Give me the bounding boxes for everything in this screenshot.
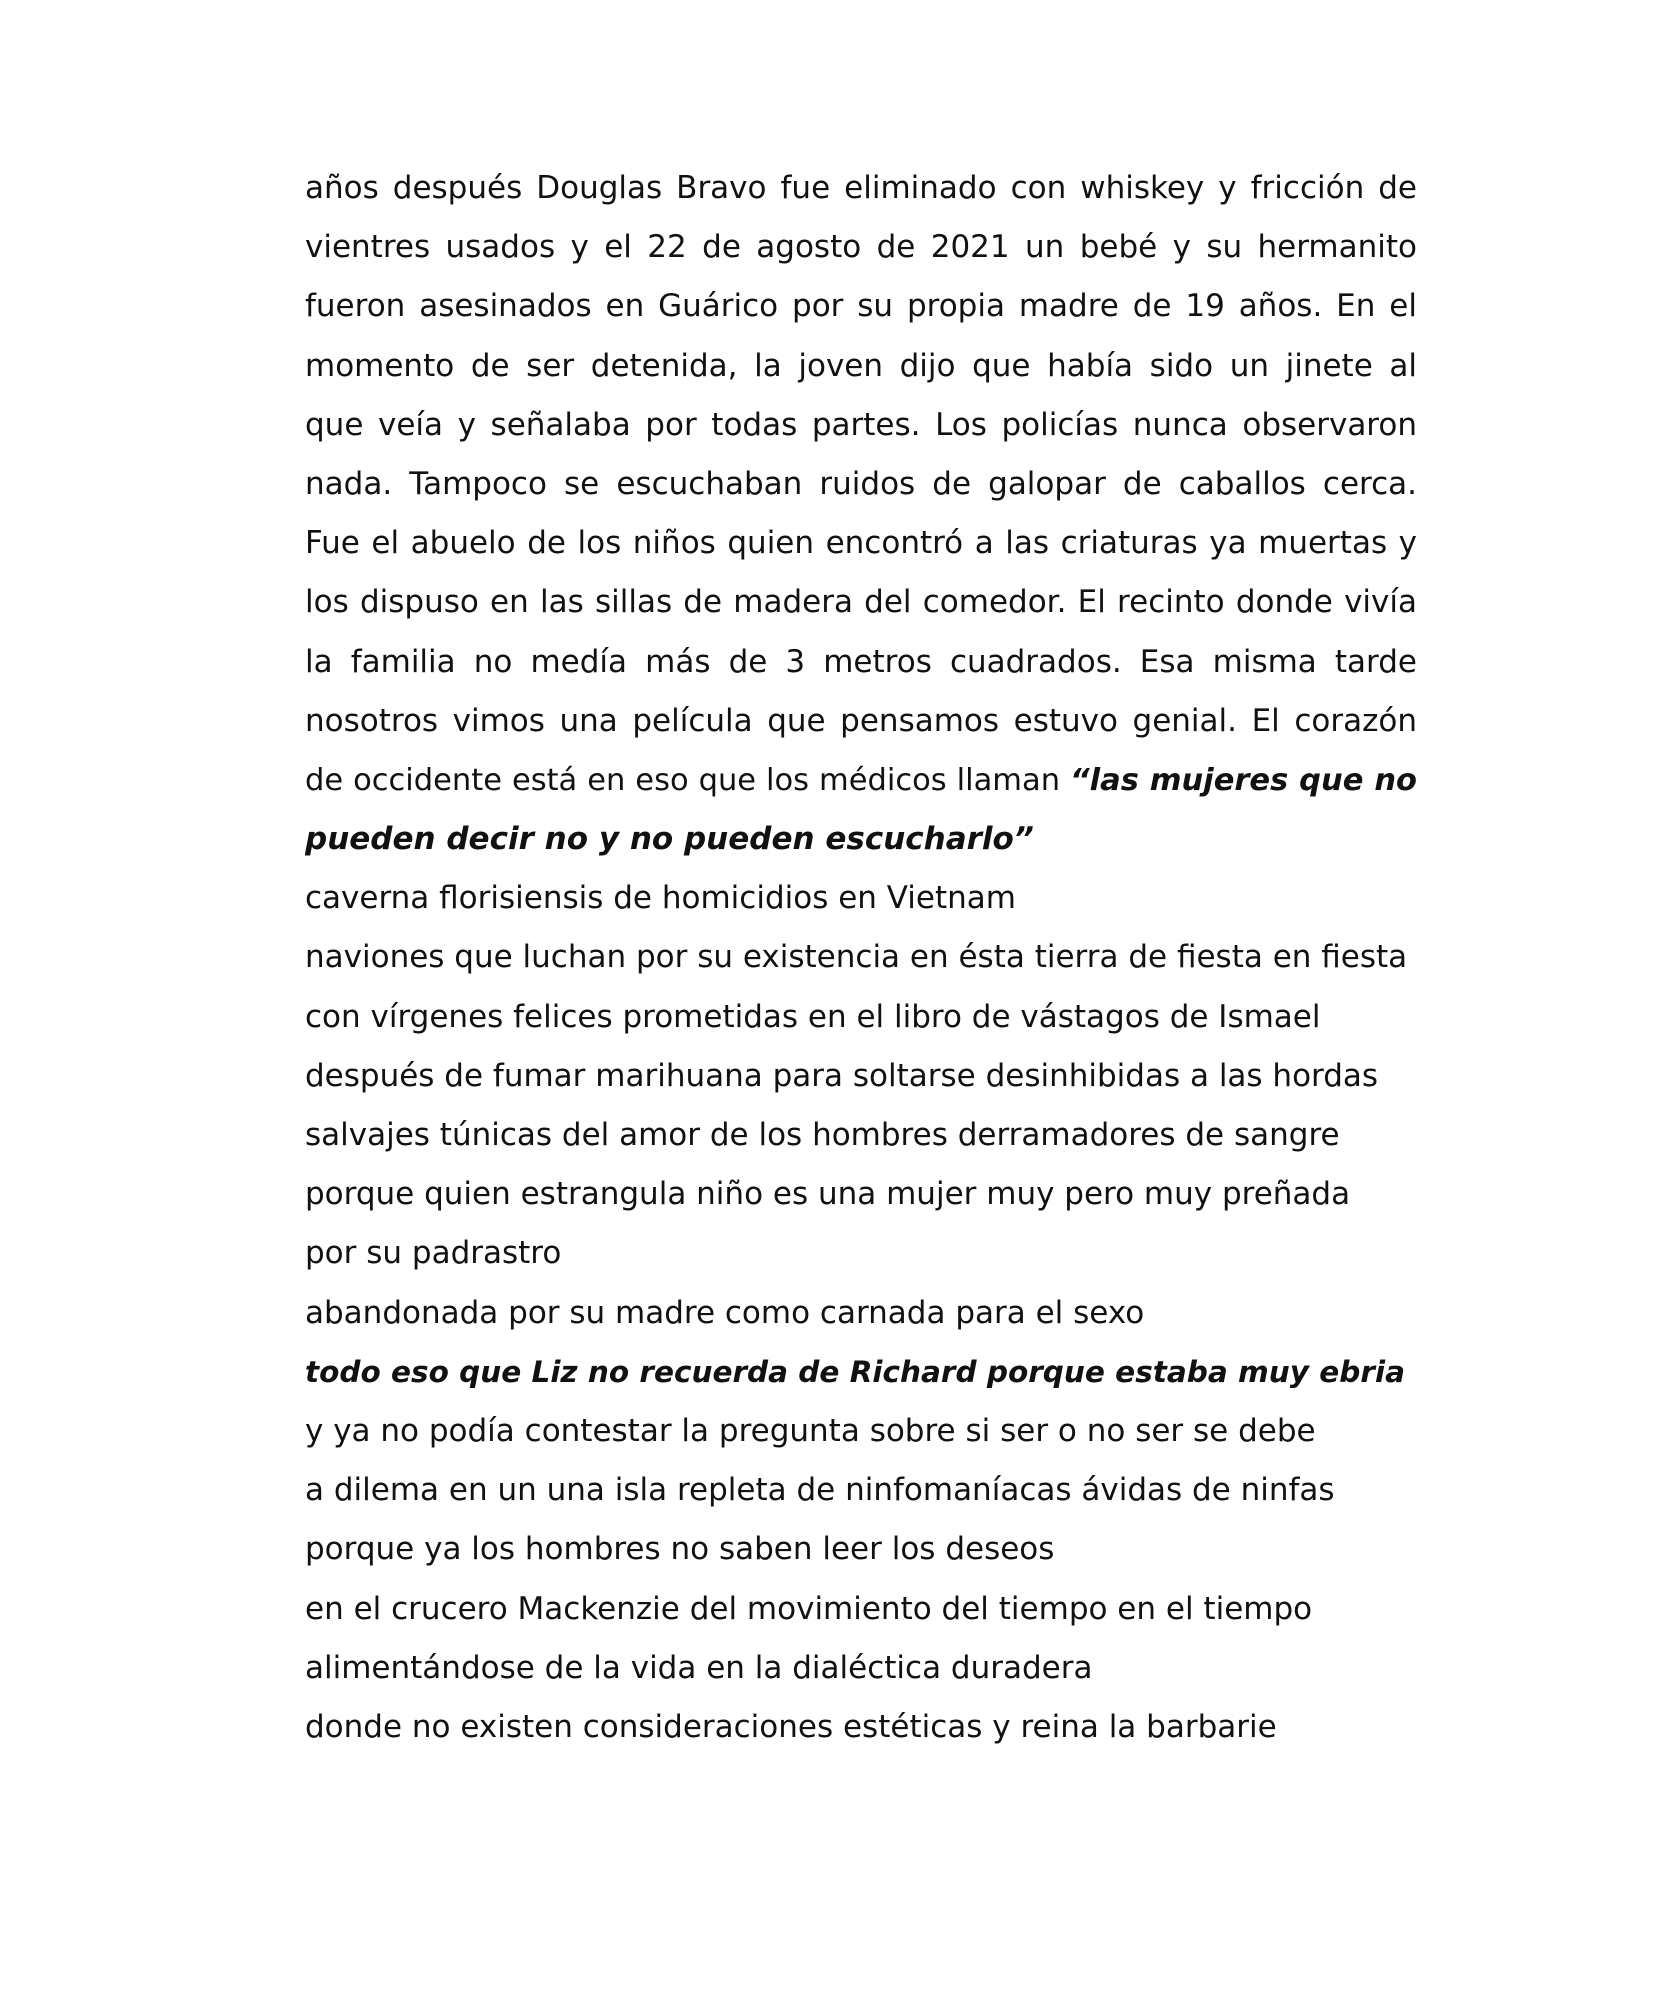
- line-text: nada. Tampoco se escuchaban ruidos de galopar de caballos cerca.: [305, 465, 1417, 502]
- verse-line-emphasized: todo eso que Liz no recuerda de Richard porque estaba muy ebria: [305, 1354, 1405, 1389]
- verse-line: y ya no podía contestar la pregunta sobre si ser o no ser se debe: [305, 1412, 1316, 1449]
- line-text: fueron asesinados en Guárico por su propia madre de 19 años. En el: [305, 288, 1417, 325]
- paragraph-line: [305, 396, 1417, 455]
- paragraph-line: [305, 751, 1417, 810]
- emphasized-text: “las mujeres que no: [1070, 762, 1417, 798]
- verse-line: abandonada por su madre como carnada para el sexo: [305, 1294, 1145, 1331]
- paragraph-line: [305, 514, 1417, 573]
- verse-line: en el crucero Mackenzie del movimiento del tiempo en el tiempo: [305, 1590, 1313, 1627]
- paragraph-line: [305, 810, 1417, 869]
- verse-line: salvajes túnicas del amor de los hombres derramadores de sangre: [305, 1117, 1340, 1153]
- line-text: la familia no medía más de 3 metros cuadrados. Esa misma tarde: [305, 643, 1417, 680]
- line-text: que veía y señalaba por todas partes. Los policías nunca observaron: [305, 406, 1417, 443]
- verse-line: por su padrastro: [305, 1235, 562, 1272]
- verse-line: naviones que luchan por su existencia en ésta tierra de fiesta en fiesta: [305, 939, 1408, 976]
- page-content: [305, 159, 1417, 1757]
- verse-line: con vírgenes felices prometidas en el libro de vástagos de Ismael: [305, 998, 1321, 1035]
- paragraph-line: [305, 337, 1417, 396]
- verse-line: porque ya los hombres no saben leer los deseos: [305, 1531, 1055, 1568]
- line-text: nosotros vimos una película que pensamos estuvo genial. El corazón: [305, 702, 1417, 739]
- paragraph-line: [305, 159, 1417, 218]
- emphasized-text: pueden decir no y no pueden escucharlo”: [305, 821, 1034, 858]
- line-text: de occidente está en eso que los médicos llaman: [305, 762, 1071, 798]
- paragraph-line: [305, 218, 1417, 277]
- line-text: momento de ser detenida, la joven dijo que había sido un jinete al: [305, 347, 1417, 384]
- verse-line: caverna florisiensis de homicidios en Vietnam: [305, 880, 1016, 917]
- paragraph-line: [305, 692, 1417, 751]
- line-text: los dispuso en las sillas de madera del comedor. El recinto donde vivía: [305, 584, 1417, 621]
- verse-line: porque quien estrangula niño es una mujer muy pero muy preñada: [305, 1176, 1351, 1213]
- verse-line: alimentándose de la vida en la dialéctica duradera: [305, 1649, 1093, 1686]
- verse-line: a dilema en un una isla repleta de ninfomaníacas ávidas de ninfas: [305, 1472, 1335, 1509]
- paragraph-line: [305, 277, 1417, 336]
- verse-block: [305, 869, 1417, 1757]
- line-text: Fue el abuelo de los niños quien encontró a las criaturas ya muertas y: [305, 525, 1417, 562]
- paragraph-line: [305, 633, 1417, 692]
- verse-line: donde no existen consideraciones estéticas y reina la barbarie: [305, 1708, 1277, 1745]
- line-text: vientres usados y el 22 de agosto de 2021 un bebé y su hermanito: [305, 229, 1417, 266]
- paragraph-line: [305, 573, 1417, 632]
- verse-line: después de fumar marihuana para soltarse desinhibidas a las hordas: [305, 1057, 1379, 1094]
- paragraph-line: [305, 455, 1417, 514]
- line-text: años después Douglas Bravo fue eliminado con whiskey y fricción de: [305, 170, 1417, 206]
- prose-paragraph: [305, 159, 1417, 869]
